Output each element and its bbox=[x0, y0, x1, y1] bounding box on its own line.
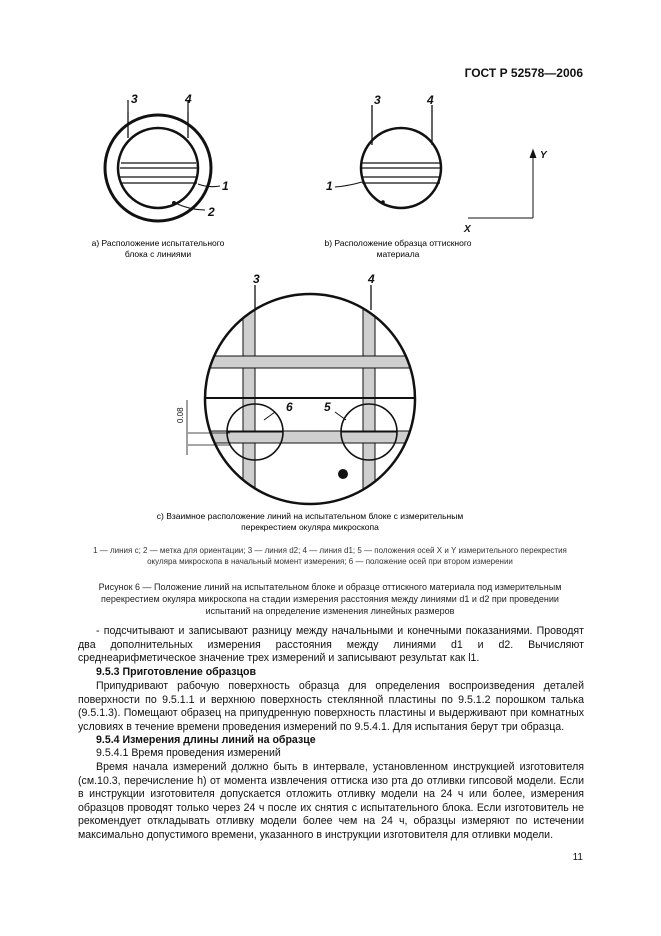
paragraph-measurement: - подсчитывают и записывают разницу между начальными и конечными показаниями. Проводят два дополнительных измерения расстояния между линиями d1 и d2. Вычисляют среднеарифметическое значение трех измерений и записывают результат как l1. bbox=[78, 625, 584, 664]
fig-label-3c: 3 bbox=[253, 272, 260, 286]
figure-title: Рисунок 6 — Положение линий на испытательном блоке и образце оттискного материала под измерительным перекрестием окуляра микроскопа на стадии измерения расстояния между линиями d1 и d2 при проведении испытаний на определение изменения линейных размеров bbox=[98, 582, 562, 616]
caption-c-line2: перекрестием окуляра микроскопа bbox=[241, 522, 379, 532]
fig-label-4b: 4 bbox=[427, 93, 434, 107]
axis-x-label: X bbox=[464, 224, 471, 235]
heading-9-5-3: 9.5.3 Приготовление образцов bbox=[96, 666, 256, 678]
caption-a-line1: a) Расположение испытательного bbox=[91, 238, 225, 248]
dimension-label: 0.08 bbox=[176, 407, 185, 423]
fig-label-1b: 1 bbox=[326, 179, 333, 193]
caption-b-line1: b) Расположение образца оттискного bbox=[324, 238, 472, 248]
axis-y-label: Y bbox=[540, 150, 547, 161]
heading-9-5-4-1: 9.5.4.1 Время проведения измерений bbox=[96, 747, 281, 759]
caption-c-line1: c) Взаимное расположение линий на испытательном блоке с измерительным bbox=[156, 511, 464, 521]
fig-label-6: 6 bbox=[286, 400, 293, 414]
figure-legend: 1 — линия с; 2 — метка для ориентации; 3 — линия d2; 4 — линия d1; 5 — положения осей X и Y измерительного перекрестия окуляра микроскопа в начальный момент измерения; 6 — положение осей при втором измерении bbox=[93, 546, 567, 566]
fig-label-2a: 2 bbox=[208, 205, 215, 219]
fig-label-3b: 3 bbox=[374, 93, 381, 107]
page-number: 11 bbox=[572, 852, 583, 863]
axes-indicator bbox=[468, 150, 536, 218]
panel-c-drawing bbox=[187, 285, 420, 510]
heading-9-5-4: 9.5.4 Измерения длины линий на образце bbox=[96, 734, 316, 746]
fig-label-5: 5 bbox=[324, 400, 331, 414]
caption-a-line2: блока с линиями bbox=[124, 249, 192, 259]
document-header: ГОСТ Р 52578—2006 bbox=[464, 66, 583, 80]
fig-label-1a: 1 bbox=[222, 179, 229, 193]
fig-label-3a: 3 bbox=[131, 92, 138, 106]
caption-b-line2: материала bbox=[376, 249, 420, 259]
paragraph-timing: Время начала измерений должно быть в интервале, установленном инструкцией изготовителя (см.10.3, перечисление h) от момента извлечения оттиска изо рта до отливки гипсовой модели. Если в инструкции изготовителя допускается отложить отливку модели на 24 ч или более, измерения образцов проводят только через 24 ч после их снятия с испытательного блока. Если изготовитель не рекомендует откладывать отливку модели более чем на 24 ч, образцы измеряют по истечении максимально допустимого времени, указанного в инструкции изготовителя для отливки модели. bbox=[78, 761, 584, 841]
paragraph-preparation: Припудривают рабочую поверхность образца для определения воспроизведения деталей поверхности по 9.5.1.1 и верхнюю поверхность стеклянной пластины по 9.5.1.2 порошком талька (9.5.1.3). Помещают образец на припудренную поверхность пластины и выдерживают при комнатных условиях в течение времени проведения измерений по 9.5.4.1. Для испытания берут три образца. bbox=[78, 680, 584, 733]
fig-label-4c: 4 bbox=[368, 272, 375, 286]
panel-a-drawing bbox=[105, 100, 220, 221]
panel-b-drawing bbox=[335, 105, 441, 208]
fig-label-4a: 4 bbox=[185, 92, 192, 106]
